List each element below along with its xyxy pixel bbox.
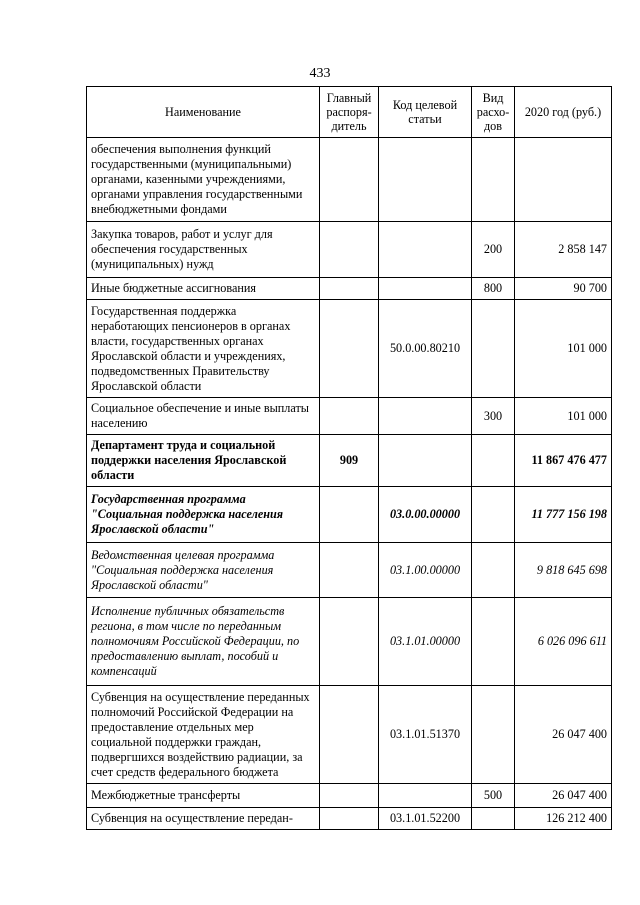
table-row <box>87 784 612 808</box>
cell-name: Исполнение публичных обязательств региона, в том числе по переданным полномочиям Российской Федерации, по предоставлению выплат, пособий и компенсаций <box>87 598 320 686</box>
cell-amount: 2 858 147 <box>515 222 612 278</box>
cell-type: 300 <box>472 398 515 435</box>
cell-admin <box>320 487 379 543</box>
cell-code: 03.1.01.00000 <box>379 598 472 686</box>
cell-admin <box>320 784 379 808</box>
cell-name: обеспечения выполнения функций государственными (муниципальными) органами, казенными учреждениями, органами управления государственными внебюджетными фондами <box>87 138 320 222</box>
budget-table <box>86 86 612 830</box>
cell-amount: 26 047 400 <box>515 686 612 784</box>
cell-amount: 11 867 476 477 <box>515 435 612 487</box>
cell-name: Субвенция на осуществление переданных полномочий Российской Федерации на предоставление отдельных мер социальной поддержки граждан, подвергшихся воздействию радиации, за счет средств федерального бюджета <box>87 686 320 784</box>
cell-admin <box>320 808 379 830</box>
cell-code <box>379 435 472 487</box>
table-header-row <box>87 87 612 138</box>
table-row <box>87 686 612 784</box>
cell-type <box>472 435 515 487</box>
header-code: Код целевой статьи <box>379 87 472 138</box>
cell-type <box>472 598 515 686</box>
header-admin: Главный распоря-дитель <box>320 87 379 138</box>
cell-code <box>379 222 472 278</box>
cell-name: Закупка товаров, работ и услуг для обеспечения государственных (муниципальных) нужд <box>87 222 320 278</box>
cell-admin <box>320 138 379 222</box>
cell-code <box>379 278 472 300</box>
cell-code: 03.1.01.52200 <box>379 808 472 830</box>
cell-code: 50.0.00.80210 <box>379 300 472 398</box>
cell-amount: 90 700 <box>515 278 612 300</box>
cell-name: Департамент труда и социальной поддержки населения Ярославской области <box>87 435 320 487</box>
cell-type <box>472 487 515 543</box>
table-row <box>87 222 612 278</box>
cell-code: 03.1.00.00000 <box>379 543 472 598</box>
table-row <box>87 278 612 300</box>
cell-type: 800 <box>472 278 515 300</box>
page-number: 433 <box>309 66 331 81</box>
cell-name: Иные бюджетные ассигнования <box>87 278 320 300</box>
cell-type <box>472 808 515 830</box>
cell-type <box>472 543 515 598</box>
cell-amount: 101 000 <box>515 300 612 398</box>
table-row <box>87 138 612 222</box>
cell-amount: 101 000 <box>515 398 612 435</box>
table-row <box>87 543 612 598</box>
cell-admin <box>320 300 379 398</box>
cell-name: Государственная поддержка неработающих пенсионеров в органах власти, государственных органах Ярославской области и учреждениях, подведомственных Правительству Ярославской области <box>87 300 320 398</box>
cell-name: Межбюджетные трансферты <box>87 784 320 808</box>
cell-code <box>379 784 472 808</box>
table-row <box>87 398 612 435</box>
table-row <box>87 300 612 398</box>
table-row <box>87 598 612 686</box>
cell-admin <box>320 598 379 686</box>
cell-admin <box>320 543 379 598</box>
cell-name: Социальное обеспечение и иные выплаты населению <box>87 398 320 435</box>
cell-amount: 126 212 400 <box>515 808 612 830</box>
cell-name: Субвенция на осуществление передан- <box>87 808 320 830</box>
table-row <box>87 435 612 487</box>
cell-amount: 6 026 096 611 <box>515 598 612 686</box>
cell-amount: 11 777 156 198 <box>515 487 612 543</box>
header-amount: 2020 год (руб.) <box>515 87 612 138</box>
cell-amount: 9 818 645 698 <box>515 543 612 598</box>
cell-admin <box>320 686 379 784</box>
cell-code: 03.1.01.51370 <box>379 686 472 784</box>
cell-admin <box>320 398 379 435</box>
cell-admin: 909 <box>320 435 379 487</box>
header-type: Вид расхо-дов <box>472 87 515 138</box>
cell-type <box>472 686 515 784</box>
cell-name: Ведомственная целевая программа "Социальная поддержка населения Ярославской области" <box>87 543 320 598</box>
cell-code <box>379 398 472 435</box>
table-row <box>87 487 612 543</box>
cell-admin <box>320 278 379 300</box>
header-name: Наименование <box>87 87 320 138</box>
cell-admin <box>320 222 379 278</box>
cell-type <box>472 138 515 222</box>
cell-name: Государственная программа "Социальная поддержка населения Ярославской области" <box>87 487 320 543</box>
cell-type: 200 <box>472 222 515 278</box>
cell-type: 500 <box>472 784 515 808</box>
cell-amount: 26 047 400 <box>515 784 612 808</box>
table-row <box>87 808 612 830</box>
cell-type <box>472 300 515 398</box>
cell-code <box>379 138 472 222</box>
cell-amount <box>515 138 612 222</box>
cell-code: 03.0.00.00000 <box>379 487 472 543</box>
